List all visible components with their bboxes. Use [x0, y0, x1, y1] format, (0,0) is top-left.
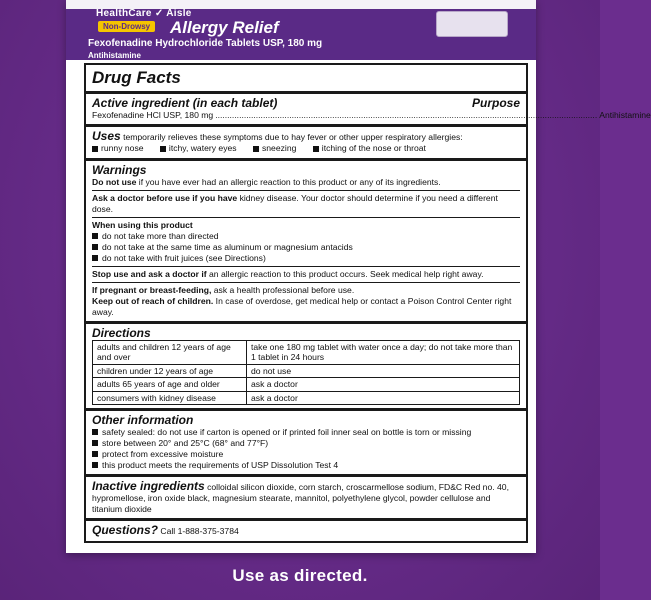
- bullet-square-icon: [160, 146, 166, 152]
- ingredient-dots: ................................................................................................................................................................: [215, 110, 598, 120]
- do-not-use-line: Do not use if you have ever had an allergic reaction to this product or any of its ingredients.: [92, 176, 441, 187]
- bullet-square-icon: [92, 244, 98, 250]
- bullet-square-icon: [92, 451, 98, 457]
- other-info-item: this product meets the requirements of USP Dissolution Test 4: [92, 460, 520, 471]
- uses-item: sneezing: [253, 143, 296, 154]
- drug-facts-title: Drug Facts: [92, 68, 181, 87]
- questions-section: [86, 518, 526, 540]
- product-box: [66, 0, 651, 553]
- bullet-square-icon: [92, 146, 98, 152]
- when-using-item: do not take more than directed: [92, 231, 520, 242]
- questions-header: Questions?: [92, 523, 159, 537]
- bullet-square-icon: [92, 255, 98, 261]
- directions-section: [86, 321, 526, 409]
- inactive-header: Inactive ingredients: [92, 479, 205, 493]
- directions-what: take one 180 mg tablet with water once a day; do not take more than 1 tablet in 24 hours: [247, 340, 520, 364]
- bullet-square-icon: [92, 233, 98, 239]
- uses-item: itchy, watery eyes: [160, 143, 237, 154]
- directions-who: children under 12 years of age: [93, 364, 247, 378]
- when-using-header: When using this product: [92, 219, 193, 230]
- non-drowsy-badge: Non-Drowsy: [98, 21, 155, 32]
- keep-out-line: Keep out of reach of children. In case of overdose, get medical help or contact a Poison Control Center right away.: [92, 295, 512, 317]
- table-row: [93, 391, 520, 405]
- table-row: [93, 364, 520, 378]
- uses-header: Uses: [92, 129, 121, 143]
- bullet-square-icon: [313, 146, 319, 152]
- box-top-panel: [66, 0, 536, 60]
- inactive-text: colloidal silicon dioxide, corn starch, croscarmellose sodium, FD&C Red no. 40, hypromellose, iron oxide black, magnesium stearate, mannitol, polyethylene glycol, powder cellulose and titanium dioxide: [92, 482, 509, 514]
- directions-what: do not use: [247, 364, 520, 378]
- ingredient-purpose: Antihistamine: [599, 110, 651, 120]
- other-info-item: safety sealed: do not use if carton is opened or if printed foil inner seal on bottle is torn or missing: [92, 427, 520, 438]
- bullet-square-icon: [253, 146, 259, 152]
- uses-section: [86, 124, 526, 158]
- other-info-item: protect from excessive moisture: [92, 449, 520, 460]
- product-name: Allergy Relief: [170, 18, 279, 37]
- other-info-section: [86, 408, 526, 474]
- stop-use-line: Stop use and ask a doctor if an allergic reaction to this product occurs. Seek medical help right away.: [92, 268, 484, 279]
- brand-logo: HealthCare ✓ Aisle: [96, 8, 192, 19]
- ask-doctor-line: Ask a doctor before use if you have kidney disease. Your doctor should determine if you need a different dose.: [92, 192, 498, 214]
- when-using-item: do not take with fruit juices (see Directions): [92, 253, 520, 264]
- bullet-square-icon: [92, 429, 98, 435]
- drug-facts-panel: [84, 63, 651, 543]
- product-category: Antihistamine: [88, 51, 141, 60]
- directions-who: consumers with kidney disease: [93, 391, 247, 405]
- uses-item: itching of the nose or throat: [313, 143, 426, 154]
- uses-item: runny nose: [92, 143, 144, 154]
- product-subline: Fexofenadine Hydrochloride Tablets USP, 180 mg: [88, 38, 323, 49]
- inactive-section: [86, 474, 526, 518]
- uses-text: temporarily relieves these symptoms due to hay fever or other upper respiratory allergies:: [123, 132, 463, 142]
- directions-header: Directions: [92, 325, 151, 340]
- directions-who: adults 65 years of age and older: [93, 378, 247, 392]
- directions-what: ask a doctor: [247, 378, 520, 392]
- bullet-square-icon: [92, 440, 98, 446]
- other-info-header: Other information: [92, 413, 194, 427]
- directions-table: [92, 340, 520, 406]
- questions-phone: Call 1-888-375-3784: [158, 526, 239, 536]
- drug-facts-header: [86, 65, 526, 91]
- table-row: [93, 340, 520, 364]
- directions-who: adults and children 12 years of age and over: [93, 340, 247, 364]
- active-ingredient-header: Active ingredient (in each tablet): [92, 96, 278, 110]
- pregnant-line: If pregnant or breast-feeding, ask a health professional before use.: [92, 284, 355, 295]
- active-ingredient: Fexofenadine HCl USP, 180 mg: [92, 110, 214, 120]
- purpose-header: Purpose: [471, 96, 520, 110]
- directions-what: ask a doctor: [247, 391, 520, 405]
- warnings-section: [86, 158, 526, 321]
- table-row: [93, 378, 520, 392]
- when-using-item: do not take at the same time as aluminum or magnesium antacids: [92, 242, 520, 253]
- warnings-header: Warnings: [92, 162, 147, 177]
- bullet-square-icon: [92, 462, 98, 468]
- other-info-item: store between 20° and 25°C (68° and 77°F): [92, 438, 520, 449]
- caption: Use as directed.: [232, 566, 368, 585]
- seal-badge: [436, 11, 508, 37]
- active-ingredient-section: [86, 91, 651, 124]
